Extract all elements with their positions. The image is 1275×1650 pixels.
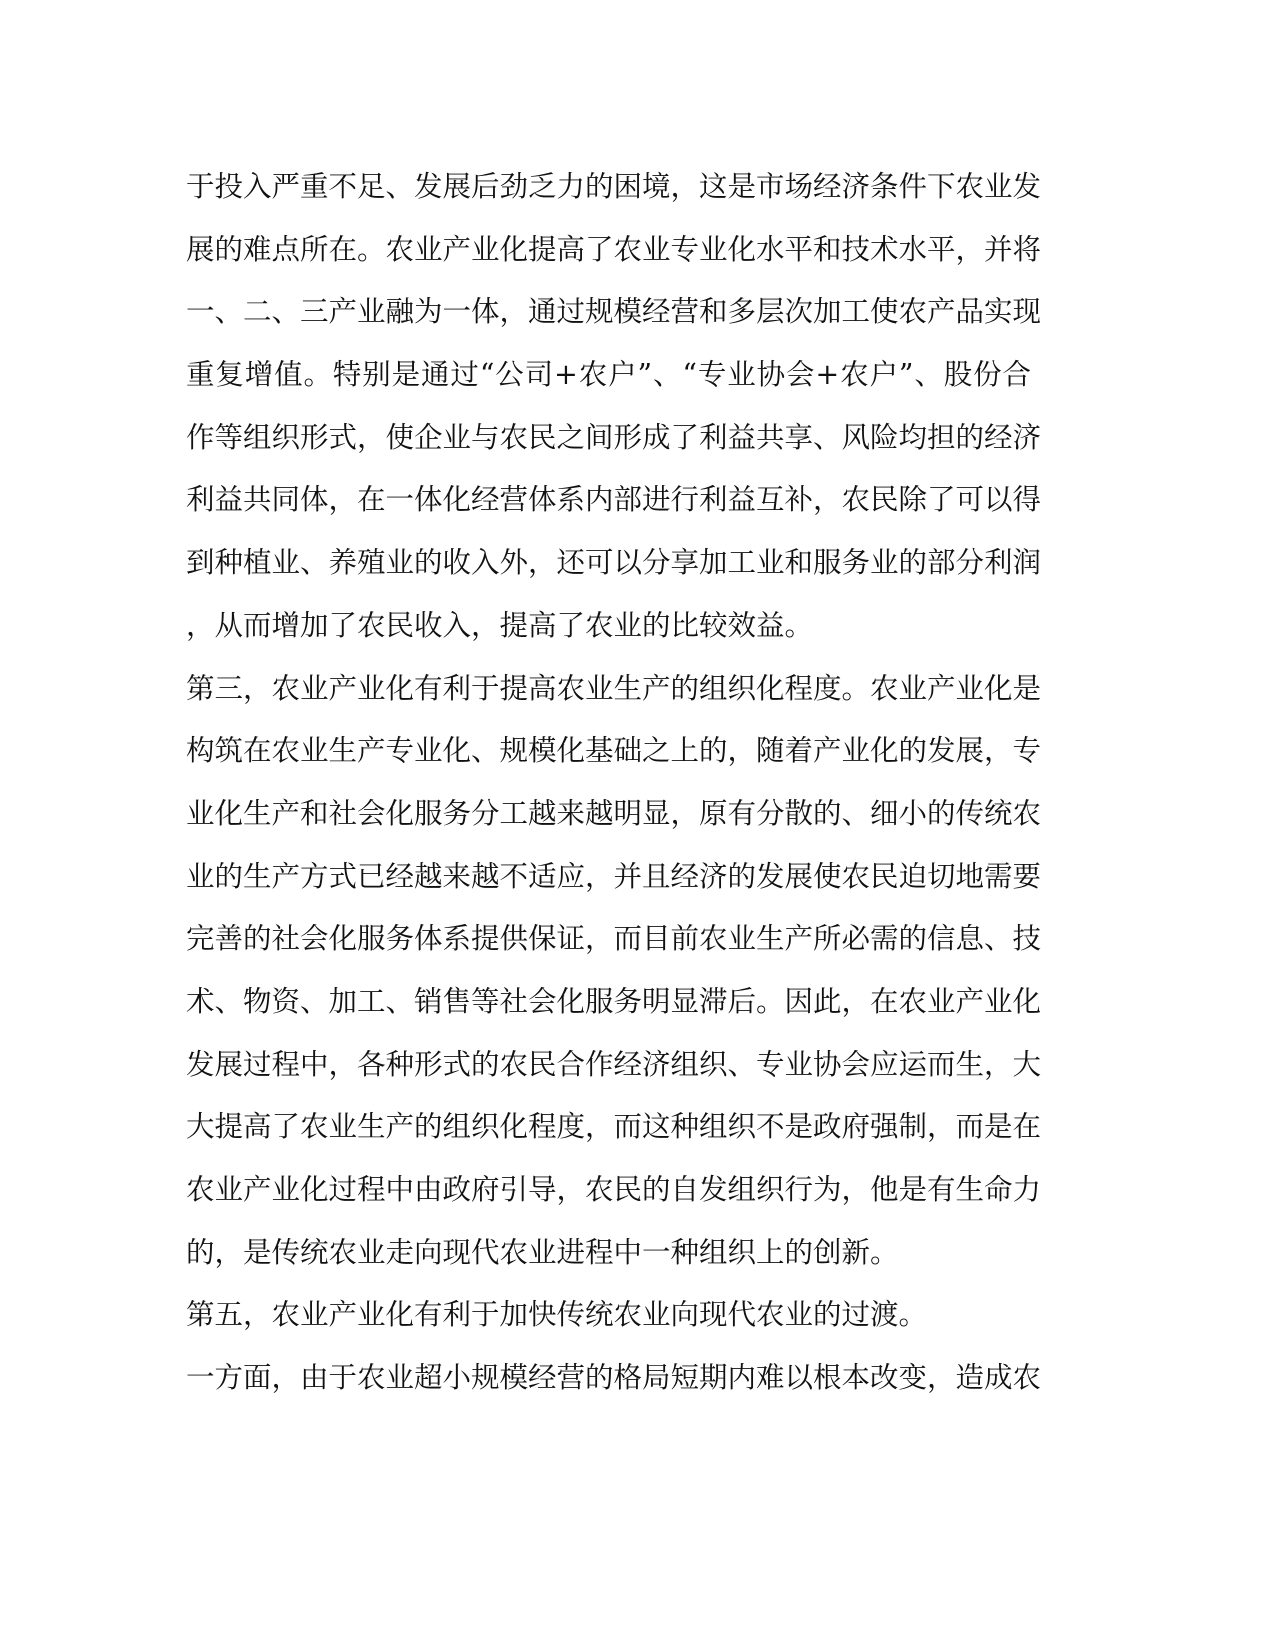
text-line: 业的生产方式已经越来越不适应，并且经济的发展使农民迫切地需要 [186, 859, 1042, 893]
text-line: 业化生产和社会化服务分工越来越明显，原有分散的、细小的传统农 [186, 796, 1042, 830]
text-line: 重复增值。特别是通过“公司+农户”、“专业协会+农户”、股份合 [186, 358, 1031, 392]
text-line: 利益共同体，在一体化经营体系内部进行利益互补，农民除了可以得 [186, 483, 1042, 517]
text-line: 第五，农业产业化有利于加快传统农业向现代农业的过渡。 [186, 1298, 928, 1332]
text-line: 构筑在农业生产专业化、规模化基础之上的，随着产业化的发展，专 [186, 734, 1042, 768]
text-line: 的，是传统农业走向现代农业进程中一种组织上的创新。 [186, 1235, 899, 1269]
text-line: 农业产业化过程中由政府引导，农民的自发组织行为，他是有生命力 [186, 1173, 1042, 1206]
text-line: 一方面，由于农业超小规模经营的格局短期内难以根本改变，造成农 [186, 1361, 1042, 1395]
text-line: 第三，农业产业化有利于提高农业生产的组织化程度。农业产业化是 [186, 671, 1042, 705]
text-line: 一、二、三产业融为一体，通过规模经营和多层次加工使农产品实现 [186, 295, 1042, 329]
text-line: 完善的社会化服务体系提供保证，而目前农业生产所必需的信息、技 [186, 922, 1042, 956]
text-line: ，从而增加了农民收入，提高了农业的比较效益。 [186, 608, 814, 642]
text-line: 发展过程中，各种形式的农民合作经济组织、专业协会应运而生，大 [186, 1047, 1042, 1081]
text-line: 于投入严重不足、发展后劲乏力的困境，这是市场经济条件下农业发 [186, 170, 1042, 203]
text-line: 到种植业、养殖业的收入外，还可以分享加工业和服务业的部分利润 [186, 546, 1042, 580]
text-line: 展的难点所在。农业产业化提高了农业专业化水平和技术水平，并将 [186, 232, 1042, 266]
text-line: 作等组织形式，使企业与农民之间形成了利益共享、风险均担的经济 [186, 420, 1042, 454]
document-body [186, 156, 1042, 1410]
text-line: 大提高了农业生产的组织化程度，而这种组织不是政府强制，而是在 [186, 1110, 1042, 1144]
text-line: 术、物资、加工、销售等社会化服务明显滞后。因此，在农业产业化 [186, 984, 1042, 1018]
